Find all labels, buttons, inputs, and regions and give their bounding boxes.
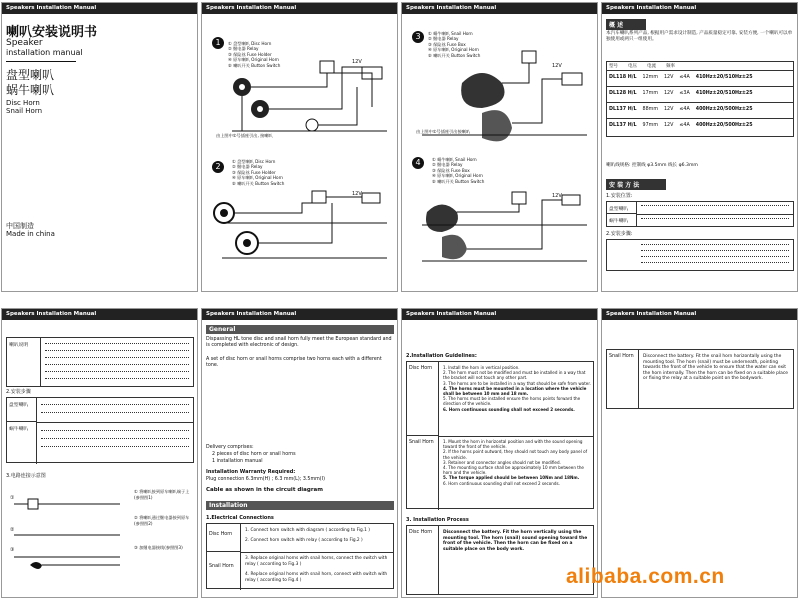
made-en: Made in china bbox=[6, 230, 55, 238]
cell: 12V bbox=[664, 75, 674, 80]
legend-2 bbox=[232, 159, 302, 186]
voltage-label: 12V bbox=[352, 191, 362, 197]
legend-item: ④ 原车喇叭 Original Horn bbox=[428, 47, 479, 53]
fig-label: ② bbox=[10, 527, 15, 533]
snail-process-panel bbox=[601, 308, 798, 598]
install-title: Installation bbox=[206, 501, 394, 510]
package-item: 1 installation manual bbox=[212, 459, 263, 464]
wiring-diagram-1 bbox=[202, 27, 397, 147]
warranty-title: Installation Warranty Required: bbox=[206, 469, 296, 475]
legend-item: ② 继电器 Relay bbox=[232, 164, 263, 170]
diagram-note: 由上图中①号插座引出, 接喇叭 bbox=[216, 133, 273, 138]
overview-panel bbox=[601, 2, 798, 292]
cover-title-en2: installation manual bbox=[6, 48, 83, 57]
watermark: alibaba.com.cn bbox=[566, 565, 725, 588]
connection-diagram bbox=[10, 485, 130, 585]
guideline-item: 5. The horns must be installed ensure the horns points forward the direction of the vehicle. bbox=[443, 396, 581, 407]
section-title: 3.电路连接示意图 bbox=[6, 473, 46, 479]
table-row bbox=[607, 103, 793, 119]
cell: 400Hz±20/500Hz±25 bbox=[695, 123, 753, 128]
cell: 12mm bbox=[642, 75, 658, 80]
cell: DL118 H/L bbox=[609, 75, 637, 80]
guideline-item: 2. If the horns point outward, they should not touch any body panel of the vehicle. bbox=[443, 449, 588, 460]
cn-steps-box bbox=[6, 397, 194, 463]
guidelines-table bbox=[406, 361, 594, 509]
cell: 97mm bbox=[642, 123, 658, 128]
legend-item: ③ 保险丝 Fuse Box bbox=[432, 167, 470, 173]
cell: DL128 H/L bbox=[609, 91, 637, 96]
guideline-item: 1. Install the horn in vertical position. bbox=[443, 365, 520, 370]
legend-item: ④ 原车喇叭 Original Horn bbox=[432, 173, 483, 179]
panel-header: Speakers Installation Manual bbox=[602, 3, 797, 14]
col-header: 电流 bbox=[647, 64, 656, 69]
snail-process-table bbox=[606, 349, 794, 409]
guideline-item: 2. The horn must not be modified and must be installed in a way that the bracket will not touch any other part. bbox=[443, 370, 586, 381]
caption: ③ 加继电器接线(参照图3) bbox=[134, 545, 183, 550]
diagram-note: 由上图中①号插座引出接喇叭 bbox=[416, 129, 471, 134]
voltage-label: 12V bbox=[552, 63, 562, 69]
process-title: 3. Installation Process bbox=[406, 517, 469, 523]
cell: 12V bbox=[664, 123, 674, 128]
row-label: Disc Horn bbox=[407, 362, 439, 436]
row-label: Snail Horn bbox=[207, 552, 241, 590]
diagram-panel-2 bbox=[401, 2, 598, 292]
product-en2: Snail Horn bbox=[6, 107, 43, 115]
step-text: 2. Connect horn switch with relay ( according to Fig.2 ) bbox=[245, 538, 363, 543]
product-cn1: 盘型喇叭 bbox=[6, 68, 55, 82]
position-table bbox=[606, 201, 794, 227]
table-row bbox=[607, 71, 793, 87]
guideline-item: 3. Retainer and connector angles should not be modified. bbox=[443, 459, 561, 465]
package-item: 2 pieces of disc horn or snail horns bbox=[212, 452, 296, 457]
cell: DL137 H/L bbox=[609, 107, 637, 112]
process-text: Disconnect the battery. Fit the horn vertically using the mounting tool. The horn (snail) sound opening toward the front of the vehicle. Then the horn can be fixed on a suitable place on the body work. bbox=[443, 530, 588, 552]
fig-label: ③ bbox=[10, 547, 15, 553]
overview-title: 概 述 bbox=[606, 19, 646, 30]
legend-item: ② 继电器 Relay bbox=[432, 162, 463, 168]
panel-header: Speakers Installation Manual bbox=[2, 309, 197, 320]
legend-item: ② 继电器 Relay bbox=[228, 46, 259, 52]
legend-item: ① 蜗牛喇叭 Snail Horn bbox=[432, 157, 477, 162]
row-label: Disc Horn bbox=[407, 526, 439, 594]
install-step: 2.安装步骤: bbox=[606, 231, 633, 237]
row-label: 盘型喇叭 bbox=[607, 202, 637, 214]
section-title: 2.安装步骤 bbox=[6, 389, 31, 395]
guideline-item: 6. Horn continuous sounding shall not exceed 2 seconds. bbox=[443, 480, 560, 486]
cell: 410Hz±20/510Hz±25 bbox=[695, 91, 753, 96]
legend-item: ① 盘型喇叭 Disc Horn bbox=[228, 41, 272, 46]
guideline-item: 4. The horns must be mounted in a location where the vehicle shall be between 10 mm and 18 mm. bbox=[443, 385, 587, 397]
disc-guidelines bbox=[443, 365, 591, 412]
table-row bbox=[607, 119, 793, 135]
snail-guidelines bbox=[443, 439, 591, 486]
col-header: 电压 bbox=[628, 64, 637, 69]
guidelines-title: 2.Installation Guidelines: bbox=[406, 353, 477, 359]
row-label: Snail Horn bbox=[607, 350, 639, 408]
panel-header: Speakers Installation Manual bbox=[202, 3, 397, 14]
diagram-panel-1 bbox=[201, 2, 398, 292]
legend-item: ③ 保险丝 Fuse Box bbox=[428, 41, 466, 47]
figure-number-1: 1 bbox=[212, 37, 224, 49]
cell: 410Hz±20/510Hz±25 bbox=[695, 75, 753, 80]
overview-intro: 本汽车喇叭系列产品, 根据用户需求设计制造, 产品质量稳定可靠, 安装方便, 一个喇叭可以单独使用或两只一组使用。 bbox=[606, 31, 793, 43]
product-cn2: 蜗牛喇叭 bbox=[6, 83, 55, 97]
legend-item: ④ 原车喇叭 Original Horn bbox=[228, 57, 279, 63]
cell: 400Hz±20/500Hz±25 bbox=[695, 107, 753, 112]
voltage-label: 12V bbox=[352, 59, 362, 65]
wiring-diagram-2 bbox=[202, 180, 397, 292]
general-panel bbox=[201, 308, 398, 598]
guideline-item: 3. The horns are to be installed in a way that should be safe from water. bbox=[443, 380, 591, 386]
panel-header: Speakers Installation Manual bbox=[402, 309, 597, 320]
product-en1: Disc Horn bbox=[6, 99, 40, 107]
legend-item: ⑤ 喇叭开关 Button Switch bbox=[432, 178, 485, 184]
table-header bbox=[607, 62, 793, 71]
caption: ① 将喇叭接到原车喇叭端子上 (参照图1) bbox=[134, 489, 190, 501]
guideline-item: 6. Horn continuous sounding shall not exceed 2 seconds. bbox=[443, 406, 575, 412]
row-label: 盘型喇叭 bbox=[7, 398, 37, 422]
caption: ② 将喇叭通过继电器接到原车 (参照图2) bbox=[134, 515, 190, 527]
cn-instructions-panel bbox=[1, 308, 198, 598]
panel-header: Speakers Installation Manual bbox=[202, 309, 397, 320]
row-label: Disc Horn bbox=[207, 524, 241, 552]
install-step: 1.安装位置: bbox=[606, 193, 633, 199]
figure-number-4: 4 bbox=[412, 157, 424, 169]
legend-item: ① 蜗牛喇叭 Snail Horn bbox=[428, 31, 473, 36]
guideline-item: 4. The mounting surface shall be approximately 10 mm between the horn and the vehicle. bbox=[443, 465, 584, 476]
wiring-diagram-4 bbox=[402, 187, 597, 287]
figure-number-3: 3 bbox=[412, 31, 424, 43]
cell: 12V bbox=[664, 91, 674, 96]
legend-item: ④ 原车喇叭 Original Horn bbox=[232, 175, 283, 181]
cell: ≤4A bbox=[679, 107, 690, 112]
process-text: Disconnect the battery. Fit the snail horn horizontally using the mounting tool. The horn (snail) must be underneath, pointing towards the front of the vehicle to ensure that the water can exit the horn internally. Then the horn can be fixed on a suitable place or fixing the relay at a suitable point on the bodywork. bbox=[643, 354, 788, 382]
legend-item: ② 继电器 Relay bbox=[428, 36, 459, 42]
guideline-item: 1. Mount the horn in horizontal position and with the sound opening toward the front of the vehicle. bbox=[443, 439, 583, 450]
cell: DL137 H/L bbox=[609, 123, 637, 128]
cell: 88mm bbox=[642, 107, 658, 112]
legend-item: ① 盘型喇叭 Disc Horn bbox=[232, 159, 276, 164]
fig-label: ① bbox=[10, 495, 15, 501]
cover-panel bbox=[1, 2, 198, 292]
cover-title-cn: 喇叭安装说明书 bbox=[6, 25, 98, 40]
cell: ≤4A bbox=[679, 123, 690, 128]
legend-item: ⑤ 喇叭开关 Button Switch bbox=[228, 62, 281, 68]
elec-table bbox=[206, 523, 394, 589]
legend-item: ⑤ 喇叭开关 Button Switch bbox=[232, 180, 285, 186]
made-cn: 中国制造 bbox=[6, 222, 34, 230]
wiring-diagram-3 bbox=[402, 43, 597, 153]
cell: 17mm bbox=[642, 91, 658, 96]
legend-item: ⑤ 喇叭开关 Button Switch bbox=[428, 52, 481, 58]
install-title: 安 装 方 法 bbox=[606, 179, 666, 190]
legend-item: ③ 保险丝 Fuse Holder bbox=[232, 169, 276, 175]
table-row bbox=[607, 87, 793, 103]
spec-table bbox=[606, 61, 794, 137]
step-text: 1. Connect horn switch with diagram ( according to Fig.1 ) bbox=[245, 528, 370, 533]
cell: ≤4A bbox=[679, 75, 690, 80]
general-sub: A set of disc horn or snail horns comprise two horns each with a different tone. bbox=[206, 357, 382, 369]
legend-4 bbox=[432, 157, 502, 184]
row-label: 喇叭说明 bbox=[7, 338, 41, 386]
panel-header: Speakers Installation Manual bbox=[2, 3, 197, 14]
cable-note: Cable as shown in the circuit diagram bbox=[206, 487, 323, 493]
package-title: Delivery comprises: bbox=[206, 445, 254, 450]
row-label: 蜗牛喇叭 bbox=[7, 422, 37, 464]
elec-title: 1.Electrical Connections bbox=[206, 515, 274, 521]
row-label: Snail Horn bbox=[407, 436, 439, 510]
guideline-item: 5. The torque applied should be between 10Nm and 18Nm. bbox=[443, 475, 580, 481]
wire-note: 喇叭线规格: 控制线 φ3.5mm 线长 φ6.3mm bbox=[606, 163, 698, 168]
panel-header: Speakers Installation Manual bbox=[402, 3, 597, 14]
cn-notes-box bbox=[6, 337, 194, 387]
cell: ≤3A bbox=[679, 91, 690, 96]
col-header: 型号 bbox=[609, 64, 618, 69]
step-text: 4. Replace original horns with snail horn, connect with switch with relay ( according to Fig.4 ) bbox=[245, 572, 388, 584]
panel-header: Speakers Installation Manual bbox=[602, 309, 797, 320]
voltage-label: 12V bbox=[552, 193, 562, 199]
cover-title-en1: Speaker bbox=[6, 38, 43, 48]
steps-table bbox=[606, 239, 794, 271]
general-title: General bbox=[206, 325, 394, 334]
row-label: 蜗牛喇叭 bbox=[607, 214, 637, 227]
legend-item: ③ 保险丝 Fuse Holder bbox=[228, 51, 272, 57]
col-header: 频率 bbox=[666, 64, 675, 69]
cell: 12V bbox=[664, 107, 674, 112]
wire-spec: Plug connection 6.3mm(H) ; 6.3 mm(L); 3.5mm(I) bbox=[206, 477, 325, 482]
step-text: 3. Replace original horns with snail horns, connect the switch with relay ( according to Fig.3 ) bbox=[245, 556, 388, 568]
figure-number-2: 2 bbox=[212, 161, 224, 173]
guidelines-panel bbox=[401, 308, 598, 598]
general-intro: Dispassing HL tone disc and snail horn fully meet the European standard and is completed with electronic of design. bbox=[206, 337, 392, 349]
